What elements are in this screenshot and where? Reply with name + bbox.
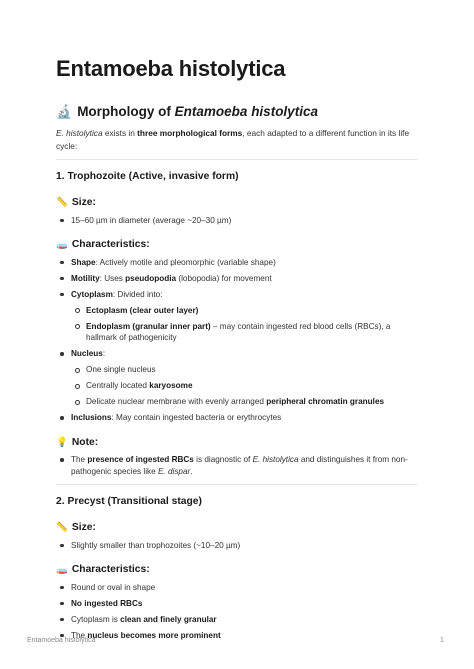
petri-dish-icon: 🧫	[56, 564, 68, 575]
list-item: Centrally located karyosome	[71, 380, 418, 392]
list-item: Slightly smaller than trophozoites (~10–20 µm)	[56, 540, 418, 552]
precyst-characteristics-heading: 🧫 Characteristics:	[56, 564, 150, 575]
nucleus-sublist	[71, 364, 418, 408]
trophozoite-heading: 1. Trophozoite (Active, invasive form)	[56, 171, 239, 182]
section-divider	[56, 159, 418, 160]
list-item: One single nucleus	[71, 364, 418, 376]
section-divider	[56, 484, 418, 485]
trophozoite-size-list	[56, 215, 418, 227]
list-item: The nucleus becomes more prominent	[56, 630, 418, 642]
precyst-heading: 2. Precyst (Transitional stage)	[56, 496, 202, 507]
note-list	[56, 454, 418, 477]
list-item: Cytoplasm: Divided into: Ectoplasm (clear outer layer) Endoplasm (granular inner part) – may contain ingested red blood cells (RBCs), a hallmark of pathogenicity	[56, 289, 418, 344]
list-item: Ectoplasm (clear outer layer)	[71, 305, 418, 317]
document-body	[56, 101, 418, 641]
list-item: No ingested RBCs	[56, 598, 418, 610]
ruler-icon: 📏	[56, 197, 68, 208]
list-item: Delicate nuclear membrane with evenly arranged peripheral chromatin granules	[71, 396, 418, 408]
petri-dish-icon: 🧫	[56, 239, 68, 250]
list-item: 15–60 µm in diameter (average ~20–30 µm)	[56, 215, 418, 227]
morphology-intro: E. histolytica exists in three morphological forms, each adapted to a different function in its life cycle:	[56, 128, 410, 151]
list-item: Motility: Uses pseudopodia (lobopodia) for movement	[56, 273, 418, 285]
trophozoite-size-heading: 📏 Size:	[56, 197, 96, 208]
trophozoite-characteristics-list	[56, 257, 418, 424]
note-heading: 💡 Note:	[56, 436, 99, 448]
trophozoite-characteristics-heading: 🧫 Characteristics:	[56, 239, 150, 250]
cytoplasm-sublist	[71, 305, 418, 344]
ruler-icon: 📏	[56, 522, 68, 533]
lightbulb-icon: 💡	[56, 436, 68, 448]
microscope-icon: 🔬	[56, 104, 73, 119]
precyst-size-heading: 📏 Size:	[56, 522, 96, 533]
list-item: Cytoplasm is clean and finely granular	[56, 614, 418, 626]
precyst-characteristics-list	[56, 582, 418, 642]
page-number: 1	[440, 637, 444, 644]
list-item: Round or oval in shape	[56, 582, 418, 594]
document-title: Entamoeba histolytica	[56, 56, 286, 81]
list-item: Nucleus: One single nucleus Centrally located karyosome Delicate nuclear membrane with evenly arranged peripheral chromatin granules	[56, 348, 418, 408]
footer-title: Entamoeba histolytica	[27, 637, 96, 644]
list-item: The presence of ingested RBCs is diagnostic of E. histolytica and distinguishes it from non-pathogenic species like E. dispar.	[56, 454, 418, 477]
list-item: Inclusions: May contain ingested bacteria or erythrocytes	[56, 412, 418, 424]
list-item: Shape: Actively motile and pleomorphic (variable shape)	[56, 257, 418, 269]
list-item: Endoplasm (granular inner part) – may contain ingested red blood cells (RBCs), a hallmark of pathogenicity	[71, 321, 418, 344]
morphology-heading: 🔬 Morphology of Entamoeba histolytica	[56, 104, 318, 119]
precyst-size-list	[56, 540, 418, 552]
